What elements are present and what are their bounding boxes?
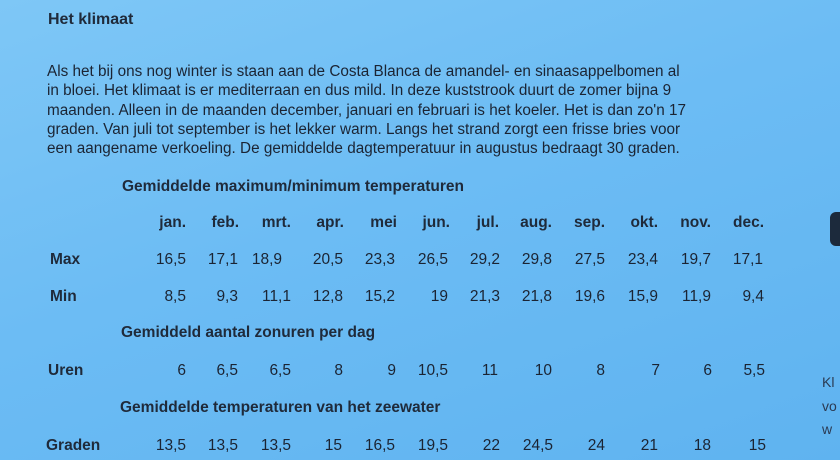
month-header: jan. xyxy=(159,214,186,231)
table-cell: 21 xyxy=(640,437,658,454)
table-cell: 24 xyxy=(587,437,605,454)
table-cell: 9,4 xyxy=(742,288,764,305)
table-cell: 23,4 xyxy=(627,251,658,268)
min-row-label: Min xyxy=(50,288,77,305)
table-cell: 15 xyxy=(748,437,766,454)
month-header: dec. xyxy=(732,214,764,231)
table-cell: 23,3 xyxy=(364,251,395,268)
month-header: aug. xyxy=(520,214,552,231)
month-header: apr. xyxy=(316,214,344,231)
table-cell: 8,5 xyxy=(164,288,186,305)
month-header: mrt. xyxy=(261,214,291,231)
page-heading: Het klimaat xyxy=(48,11,134,28)
table-cell: 20,5 xyxy=(312,251,343,268)
table-cell: 29,8 xyxy=(521,251,552,268)
table-cell: 13,5 xyxy=(207,437,238,454)
table-cell: 6,5 xyxy=(269,362,291,379)
intro-line: in bloei. Het klimaat is er mediterraan en dus mild. In deze kuststrook duurt de zomer bijna 9 xyxy=(47,82,672,100)
intro-line: Als het bij ons nog winter is staan aan de Costa Blanca de amandel- en sinaasappelbomen al xyxy=(47,63,680,80)
table-cell: 9,3 xyxy=(216,288,238,305)
edge-text-fragment: Kl xyxy=(822,374,835,390)
table-cell: 13,5 xyxy=(155,437,186,454)
table-cell: 15 xyxy=(324,437,342,454)
table-cell: 19,6 xyxy=(574,288,605,305)
month-header: feb. xyxy=(211,214,239,231)
table-cell: 10 xyxy=(534,362,552,379)
table-cell: 17,1 xyxy=(207,251,238,268)
table-cell: 5,5 xyxy=(743,362,765,379)
table-cell: 29,2 xyxy=(469,251,500,268)
edge-text-fragment: vo xyxy=(822,398,837,414)
table-cell: 10,5 xyxy=(417,362,448,379)
edge-text-fragment: w xyxy=(822,421,833,437)
sunshine-table-title: Gemiddeld aantal zonuren per dag xyxy=(121,324,376,341)
table-cell: 21,8 xyxy=(521,288,552,305)
table-cell: 26,5 xyxy=(417,251,448,268)
max-row-label: Max xyxy=(50,251,81,268)
month-header: mei xyxy=(370,214,397,231)
table-cell: 9 xyxy=(387,362,396,379)
table-cell: 19 xyxy=(430,288,448,305)
table-cell: 8 xyxy=(334,362,343,379)
table-cell: 27,5 xyxy=(574,251,605,268)
month-header: sep. xyxy=(573,214,605,231)
table-cell: 6 xyxy=(177,362,186,379)
table-cell: 6 xyxy=(703,362,712,379)
table-cell: 12,8 xyxy=(312,288,343,305)
table-cell: 6,5 xyxy=(216,362,238,379)
intro-line: een aangename verkoeling. De gemiddelde dagtemperatuur in augustus bedraagt 30 graden. xyxy=(47,140,680,158)
table-cell: 8 xyxy=(596,362,605,379)
table-cell: 19,7 xyxy=(680,251,711,268)
table-cell: 21,3 xyxy=(469,288,500,305)
table-cell: 17,1 xyxy=(732,251,763,268)
seawater-table-title: Gemiddelde temperaturen van het zeewater xyxy=(120,399,441,416)
table-cell: 7 xyxy=(651,362,660,379)
month-header: nov. xyxy=(680,214,711,231)
month-header: okt. xyxy=(630,214,658,231)
table-cell: 15,2 xyxy=(364,288,395,305)
table-cell: 18,9 xyxy=(251,251,282,268)
table-cell: 11 xyxy=(481,362,498,379)
table-cell: 11,1 xyxy=(261,288,291,305)
temperature-table-title: Gemiddelde maximum/minimum temperaturen xyxy=(122,178,464,195)
sunshine-row-label: Uren xyxy=(48,362,84,379)
table-cell: 18 xyxy=(693,437,711,454)
intro-line: maanden. Alleen in de maanden december, januari en februari is het koeler. Het is dan zo'n 17 xyxy=(47,101,687,119)
table-cell: 19,5 xyxy=(417,437,448,454)
edge-tab xyxy=(830,212,840,246)
table-cell: 16,5 xyxy=(155,251,186,268)
table-cell: 22 xyxy=(482,437,500,454)
table-cell: 16,5 xyxy=(364,437,395,454)
month-header: jun. xyxy=(422,214,450,231)
table-cell: 11,9 xyxy=(681,288,711,305)
seawater-row-label: Graden xyxy=(46,437,101,454)
table-cell: 24,5 xyxy=(522,437,553,454)
intro-line: graden. Van juli tot september is het lekker warm. Langs het strand zorgt een frisse bries voor xyxy=(47,120,681,138)
table-cell: 15,9 xyxy=(627,288,658,305)
intro-paragraph xyxy=(47,62,787,158)
month-header: jul. xyxy=(476,214,499,231)
table-cell: 13,5 xyxy=(260,437,291,454)
